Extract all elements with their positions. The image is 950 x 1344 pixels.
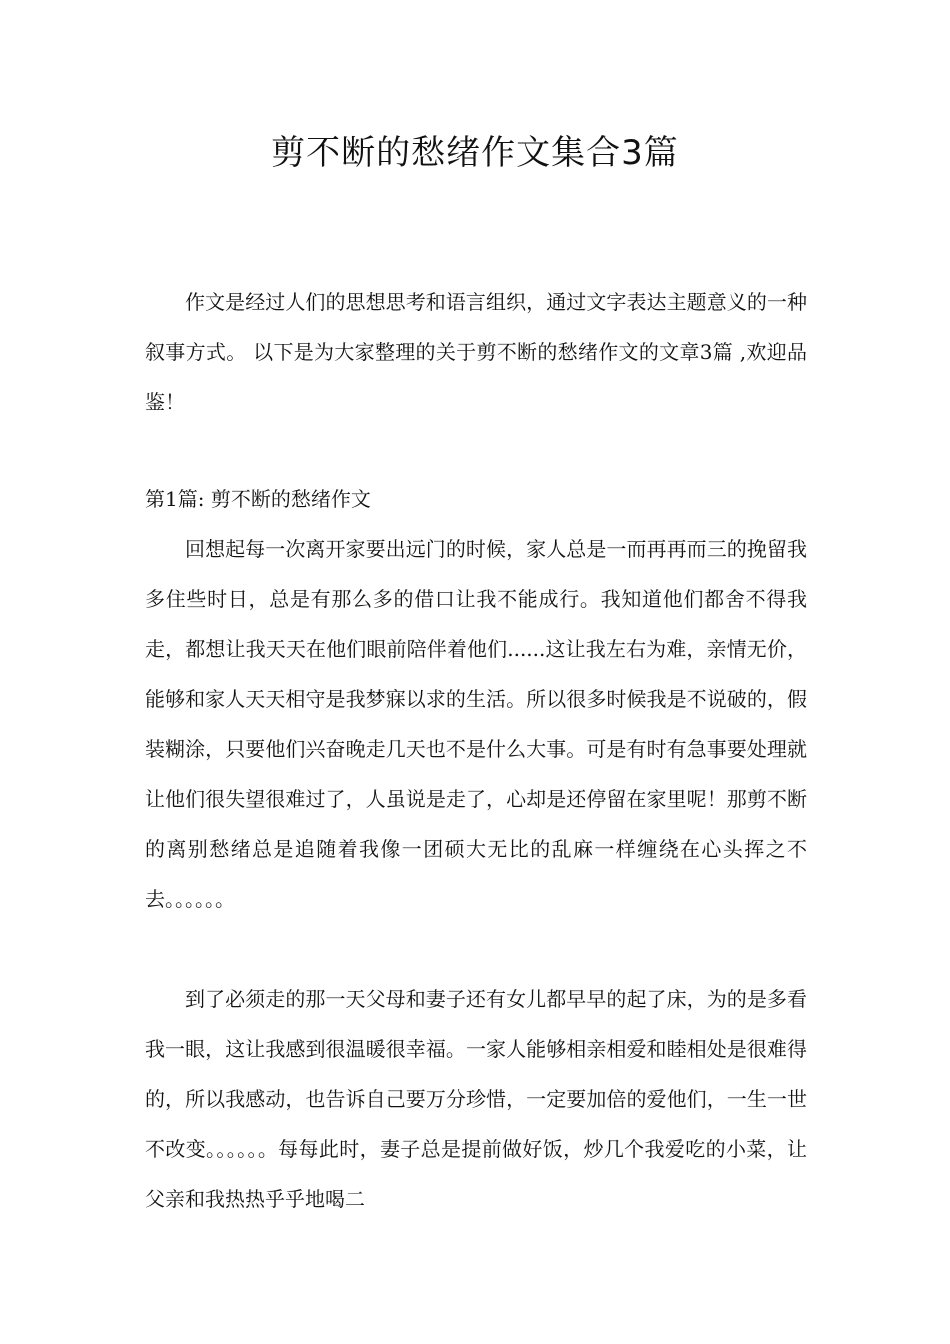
body-paragraph: 到了必须走的那一天父母和妻子还有女儿都早早的起了床，为的是多看我一眼，这让我感到很温暖很幸福。一家人能够相亲相爱和睦相处是很难得的，所以我感动，也告诉自己要万分珍惜，一定要加倍的爱他们，一生一世不改变。。。。。。每每此时，妻子总是提前做好饭，炒几个我爱吃的小菜，让父亲和我热热乎乎地喝二 — [145, 987, 807, 1211]
document-title: 剪不断的愁绪作文集合3篇 — [271, 133, 679, 173]
section-heading: 第1篇: 剪不断的愁绪作文 — [145, 487, 371, 511]
intro-paragraph: 作文是经过人们的思想思考和语言组织，通过文字表达主题意义的一种叙事方式。 以下是为大家整理的关于剪不断的愁绪作文的文章3篇 ,欢迎品鉴！ — [145, 290, 807, 414]
body-paragraph: 回想起每一次离开家要出远门的时候，家人总是一而再再而三的挽留我多住些时日，总是有那么多的借口让我不能成行。我知道他们都舍不得我走，都想让我天天在他们眼前陪伴着他们......这让我左右为难，亲情无价，能够和家人天天相守是我梦寐以求的生活。所以很多时候我是不说破的，假装糊涂，只要他们兴奋晚走几天也不是什么大事。可是有时有急事要处理就让他们很失望很难过了，人虽说是走了，心却是还停留在家里呢！那剪不断的离别愁绪总是追随着我像一团硕大无比的乱麻一样缠绕在心头挥之不去。。。。。。 — [145, 537, 807, 911]
